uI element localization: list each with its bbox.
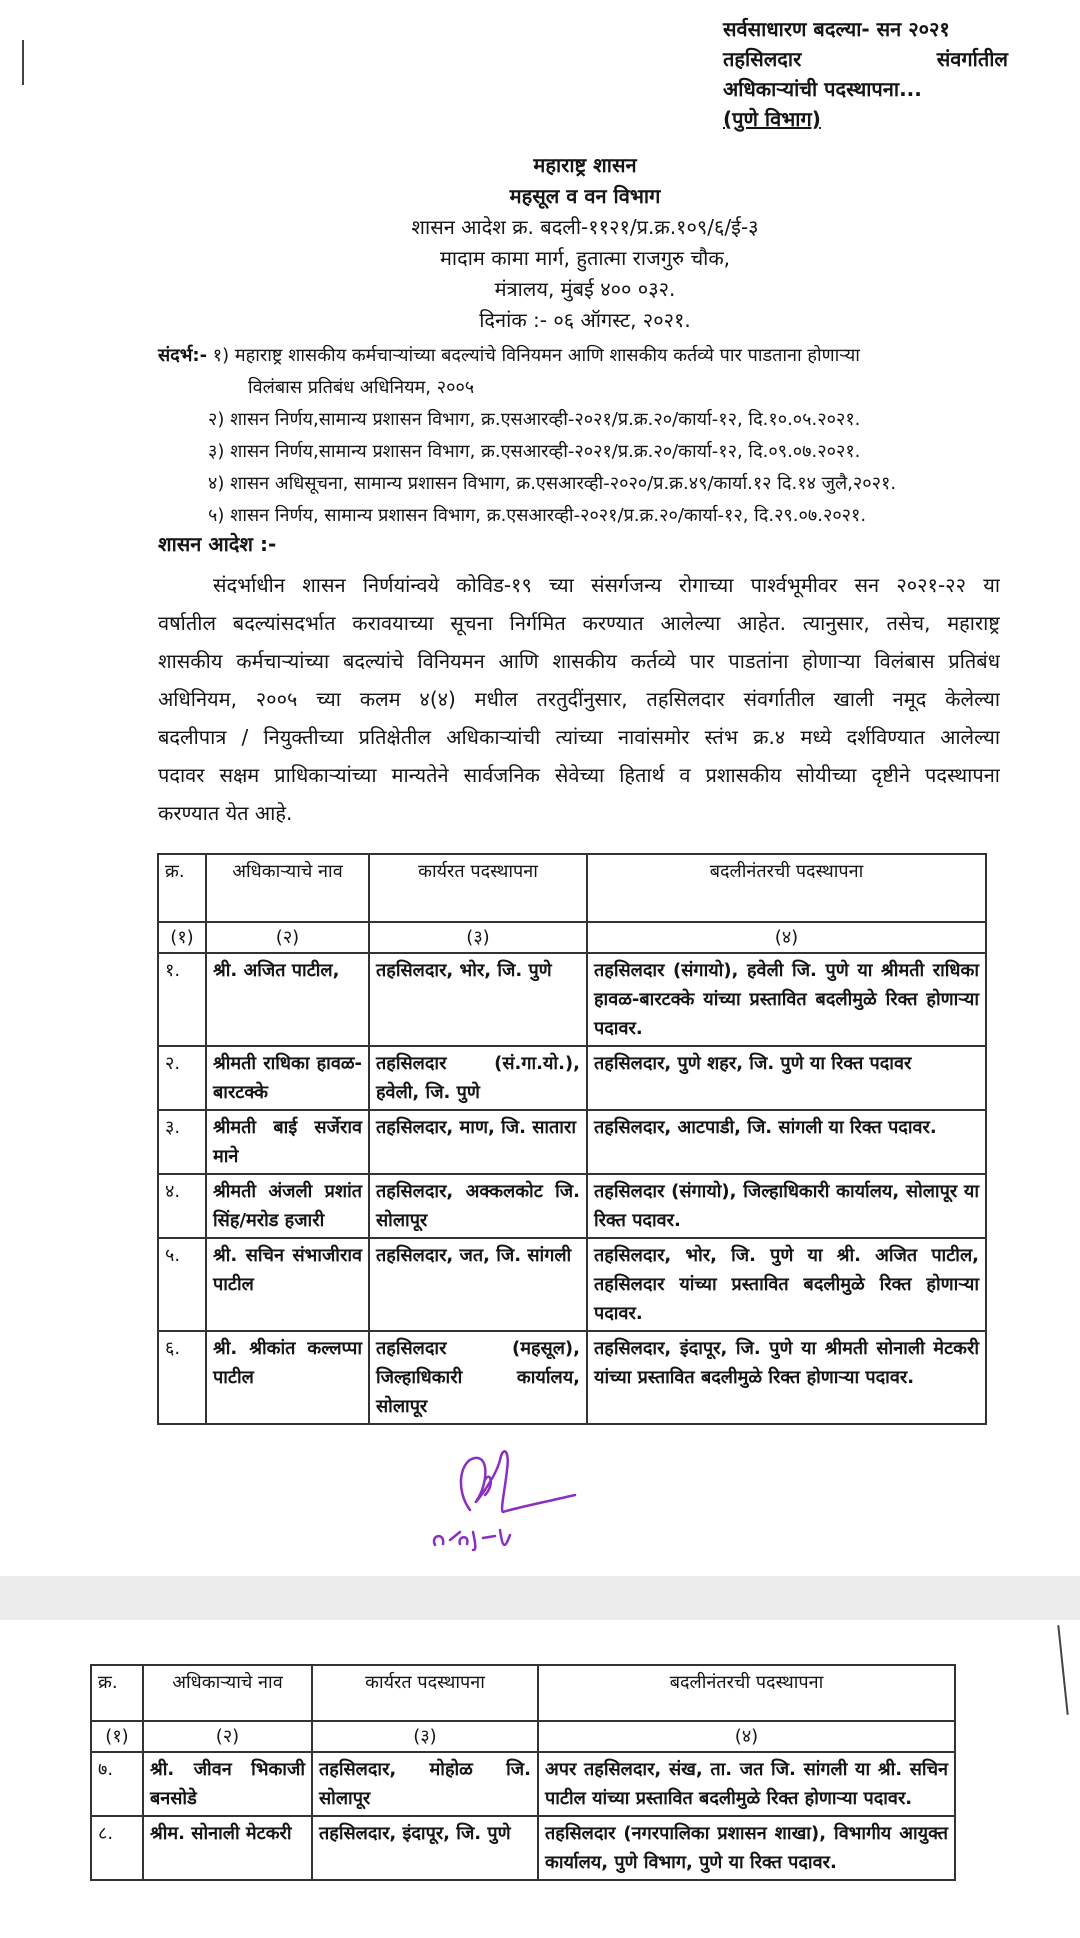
serial-cell: १. bbox=[158, 953, 206, 1046]
officer-name-cell: श्री. अजित पाटील, bbox=[206, 953, 369, 1046]
header-cell: अधिकाऱ्याचे नाव bbox=[206, 854, 369, 922]
paragraph-line: शासकीय कर्मचाऱ्यांच्या बदल्यांचे विनियमन आणि शासकीय कर्तव्ये पार पाडतांना होणाऱ्या विलंबास प्रतिबंध bbox=[158, 649, 1000, 673]
subject-word: संवर्गातील bbox=[936, 47, 1008, 71]
address-line: मादाम कामा मार्ग, हुतात्मा राजगुरु चौक, bbox=[439, 246, 731, 270]
subject-block bbox=[723, 14, 1008, 134]
officer-name-cell: श्री. जीवन भिकाजी बनसोडे bbox=[143, 1752, 312, 1816]
table-header-row bbox=[158, 854, 986, 922]
officer-name-cell: श्रीमती बाई सर्जेराव माने bbox=[206, 1110, 369, 1174]
table-row bbox=[158, 1110, 986, 1174]
header-cell: क्र. bbox=[158, 854, 206, 922]
new-posting-cell: तहसिलदार, भोर, जि. पुणे या श्री. अजित पाटील, तहसिलदार यांच्या प्रस्तावित बदलीमुळे रिक्त होणाऱ्या पदावर. bbox=[587, 1238, 986, 1331]
column-number: (१) bbox=[158, 922, 206, 953]
column-number: (३) bbox=[369, 922, 587, 953]
order-paragraph bbox=[158, 566, 1000, 832]
table-row bbox=[158, 1046, 986, 1110]
reference-item: विलंबास प्रतिबंध अधिनियम, २००५ bbox=[248, 377, 475, 398]
references-label: संदर्भ:- bbox=[158, 345, 208, 366]
subject-line: सर्वसाधारण बदल्या- सन २०२१ bbox=[723, 17, 950, 41]
department-name: महसूल व वन विभाग bbox=[509, 184, 661, 208]
officer-name-cell: श्रीम. सोनाली मेटकरी bbox=[143, 1816, 312, 1880]
subject-division: (पुणे विभाग) bbox=[723, 107, 821, 131]
header-cell: बदलीनंतरची पदस्थापना bbox=[538, 1665, 955, 1721]
header-cell: बदलीनंतरची पदस्थापना bbox=[587, 854, 986, 922]
current-posting-cell: तहसिलदार, इंदापूर, जि. पुणे bbox=[312, 1816, 538, 1880]
column-number: (३) bbox=[312, 1721, 538, 1752]
new-posting-cell: तहसिलदार, आटपाडी, जि. सांगली या रिक्त पदावर. bbox=[587, 1110, 986, 1174]
table-row bbox=[158, 953, 986, 1046]
govt-name: महाराष्ट्र शासन bbox=[533, 153, 637, 177]
new-posting-cell: तहसिलदार, इंदापूर, जि. पुणे या श्रीमती सोनाली मेटकरी यांच्या प्रस्तावित बदलीमुळे रिक्त होणाऱ्या पदावर. bbox=[587, 1331, 986, 1424]
reference-item: ५) शासन निर्णय, सामान्य प्रशासन विभाग, क्र.एसआरव्ही-२०२१/प्र.क्र.२०/कार्या-१२, दि.२९.०७.२०२१. bbox=[208, 505, 867, 526]
reference-item: ३) शासन निर्णय,सामान्य प्रशासन विभाग, क्र.एसआरव्ही-२०२१/प्र.क्र.२०/कार्या-१२, दि.०९.०७.२०२१. bbox=[208, 441, 861, 462]
serial-cell: ४. bbox=[158, 1174, 206, 1238]
column-number: (२) bbox=[143, 1721, 312, 1752]
paragraph-line: पदावर सक्षम प्राधिकाऱ्यांच्या मान्यतेने सार्वजनिक सेवेच्या हितार्थ व प्रशासकीय सोयीच्या दृष्टीने पदस्थापना bbox=[158, 763, 1000, 787]
paragraph-line: वर्षातील बदल्यांसदर्भात करावयाच्या सूचना निर्गमित करण्यात आलेल्या आहेत. त्यानुसार, तसेच, महाराष्ट्र bbox=[158, 611, 1000, 635]
serial-cell: ८. bbox=[91, 1816, 143, 1880]
current-posting-cell: तहसिलदार (सं.गा.यो.), हवेली, जि. पुणे bbox=[369, 1046, 587, 1110]
paragraph-line: करण्यात येत आहे. bbox=[158, 801, 293, 825]
scan-mark bbox=[22, 40, 24, 85]
column-number: (१) bbox=[91, 1721, 143, 1752]
page-separator bbox=[0, 1576, 1080, 1620]
serial-cell: ३. bbox=[158, 1110, 206, 1174]
header-cell: कार्यरत पदस्थापना bbox=[369, 854, 587, 922]
officer-name-cell: श्रीमती अंजली प्रशांत सिंह/मरोड हजारी bbox=[206, 1174, 369, 1238]
current-posting-cell: तहसिलदार, भोर, जि. पुणे bbox=[369, 953, 587, 1046]
column-number-row bbox=[158, 922, 986, 953]
signature bbox=[415, 1440, 585, 1565]
new-posting-cell: तहसिलदार (नगरपालिका प्रशासन शाखा), विभागीय आयुक्त कार्यालय, पुणे विभाग, पुणे या रिक्त पदावर. bbox=[538, 1816, 955, 1880]
reference-text: १) महाराष्ट्र शासकीय कर्मचाऱ्यांच्या बदल्यांचे विनियमन आणि शासकीय कर्तव्ये पार पाडताना होणाऱ्या bbox=[212, 345, 860, 366]
posting-table-continued bbox=[90, 1664, 956, 1881]
header-cell: क्र. bbox=[91, 1665, 143, 1721]
officer-name-cell: श्री. सचिन संभाजीराव पाटील bbox=[206, 1238, 369, 1331]
reference-item bbox=[158, 340, 1038, 372]
new-posting-cell: अपर तहसिलदार, संख, ता. जत जि. सांगली या श्री. सचिन पाटील यांच्या प्रस्तावित बदलीमुळे रिक्त होणाऱ्या पदावर. bbox=[538, 1752, 955, 1816]
references bbox=[158, 340, 1038, 532]
order-title: शासन आदेश :- bbox=[158, 532, 277, 556]
officer-name-cell: श्रीमती राधिका हावळ-बारटक्के bbox=[206, 1046, 369, 1110]
new-posting-cell: तहसिलदार, पुणे शहर, जि. पुणे या रिक्त पदावर bbox=[587, 1046, 986, 1110]
serial-cell: ५. bbox=[158, 1238, 206, 1331]
subject-line bbox=[723, 44, 1008, 74]
table-row bbox=[158, 1174, 986, 1238]
subject-word: तहसिलदार bbox=[723, 47, 802, 71]
current-posting-cell: तहसिलदार, माण, जि. सातारा bbox=[369, 1110, 587, 1174]
officer-name-cell: श्री. श्रीकांत कल्लप्पा पाटील bbox=[206, 1331, 369, 1424]
order-date: दिनांक :- ०६ ऑगस्ट, २०२१. bbox=[479, 308, 691, 332]
table-header-row bbox=[91, 1665, 955, 1721]
new-posting-cell: तहसिलदार (संगायो), जिल्हाधिकारी कार्यालय, सोलापूर या रिक्त पदावर. bbox=[587, 1174, 986, 1238]
table-row bbox=[158, 1331, 986, 1424]
header-cell: कार्यरत पदस्थापना bbox=[312, 1665, 538, 1721]
current-posting-cell: तहसिलदार, मोहोळ जि. सोलापूर bbox=[312, 1752, 538, 1816]
paragraph-line: अधिनियम, २००५ च्या कलम ४(४) मधील तरतुदींनुसार, तहसिलदार संवर्गातील खाली नमूद केलेल्या bbox=[158, 687, 1000, 711]
document-header bbox=[300, 150, 870, 336]
current-posting-cell: तहसिलदार, जत, जि. सांगली bbox=[369, 1238, 587, 1331]
column-number: (४) bbox=[587, 922, 986, 953]
order-number: शासन आदेश क्र. बदली-११२१/प्र.क्र.१०९/६/ई-३ bbox=[411, 215, 759, 239]
reference-item: २) शासन निर्णय,सामान्य प्रशासन विभाग, क्र.एसआरव्ही-२०२१/प्र.क्र.२०/कार्या-१२, दि.१०.०५.२०२१. bbox=[208, 409, 861, 430]
column-number: (४) bbox=[538, 1721, 955, 1752]
current-posting-cell: तहसिलदार (महसूल), जिल्हाधिकारी कार्यालय, सोलापूर bbox=[369, 1331, 587, 1424]
table-row bbox=[158, 1238, 986, 1331]
serial-cell: २. bbox=[158, 1046, 206, 1110]
serial-cell: ६. bbox=[158, 1331, 206, 1424]
address-line: मंत्रालय, मुंबई ४०० ०३२. bbox=[494, 277, 676, 301]
column-number-row bbox=[91, 1721, 955, 1752]
paragraph-line: संदर्भाधीन शासन निर्णयांन्वये कोविड-१९ च्या संसर्गजन्य रोगाच्या पार्श्वभूमीवर सन २०२१-२२ या bbox=[213, 573, 1000, 597]
header-cell: अधिकाऱ्याचे नाव bbox=[143, 1665, 312, 1721]
scan-edge-mark bbox=[1057, 1625, 1068, 1715]
subject-line: अधिकाऱ्यांची पदस्थापना... bbox=[723, 77, 922, 101]
new-posting-cell: तहसिलदार (संगायो), हवेली जि. पुणे या श्रीमती राधिका हावळ-बारटक्के यांच्या प्रस्तावित बदलीमुळे रिक्त होणाऱ्या पदावर. bbox=[587, 953, 986, 1046]
current-posting-cell: तहसिलदार, अक्कलकोट जि. सोलापूर bbox=[369, 1174, 587, 1238]
table-row bbox=[91, 1752, 955, 1816]
paragraph-line: बदलीपात्र / नियुक्तीच्या प्रतिक्षेतील अधिकाऱ्यांची त्यांच्या नावांसमोर स्तंभ क्र.४ मध्ये दर्शविण्यात आलेल्या bbox=[158, 725, 1000, 749]
table-row bbox=[91, 1816, 955, 1880]
column-number: (२) bbox=[206, 922, 369, 953]
serial-cell: ७. bbox=[91, 1752, 143, 1816]
reference-item: ४) शासन अधिसूचना, सामान्य प्रशासन विभाग, क्र.एसआरव्ही-२०२०/प्र.क्र.४९/कार्या.१२ दि.१४ जुलै,२०२१. bbox=[208, 473, 897, 494]
posting-table bbox=[157, 853, 987, 1425]
